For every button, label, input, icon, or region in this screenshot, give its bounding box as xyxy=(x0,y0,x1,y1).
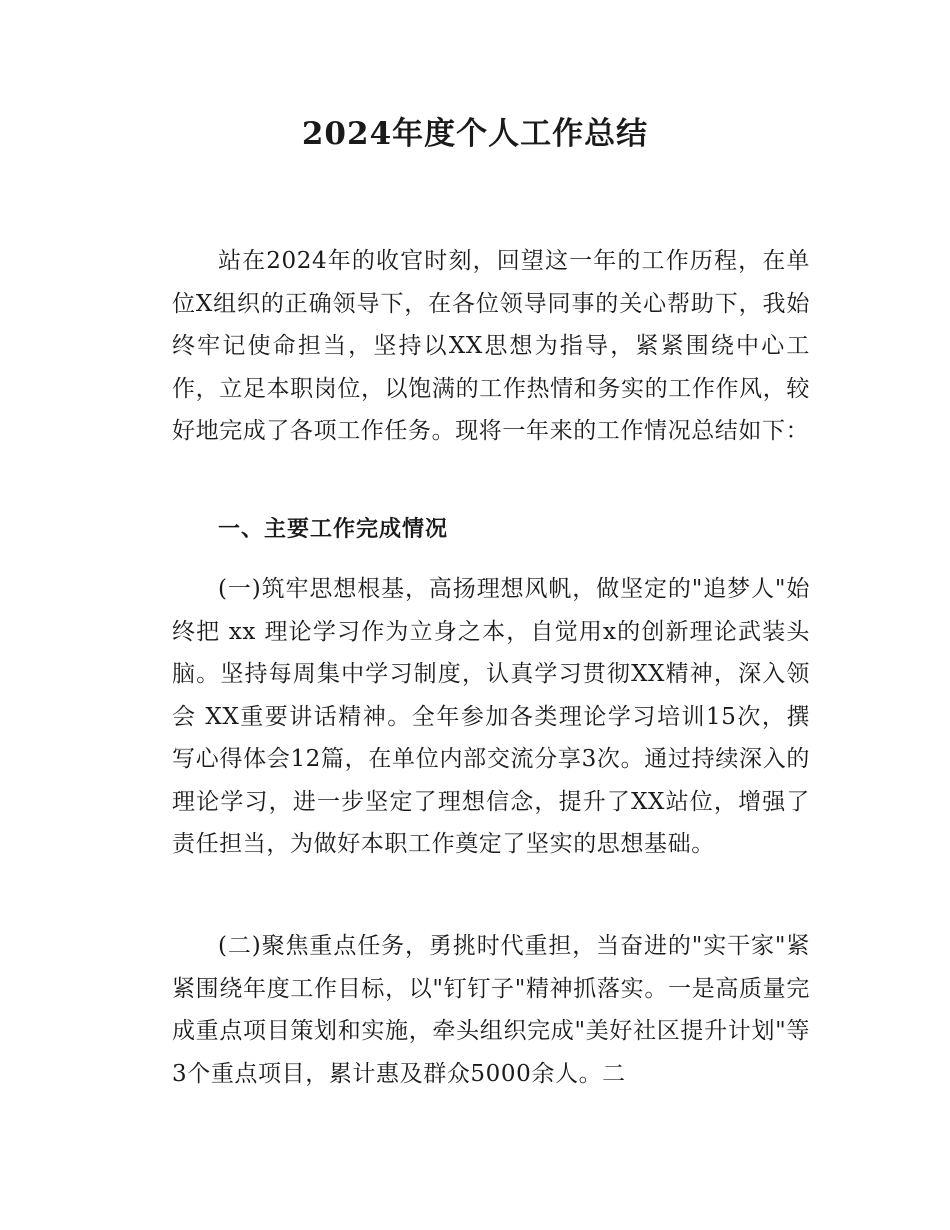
intro-paragraph: 站在2024年的收官时刻，回望这一年的工作历程，在单位X组织的正确领导下，在各位领导同事的关心帮助下，我始终牢记使命担当，坚持以XX思想为指导，紧紧围绕中心工作，立足本职岗位，以饱满的工作热情和务实的工作作风，较好地完成了各项工作任务。现将一年来的工作情况总结如下： xyxy=(172,248,810,444)
body-paragraph-2: (二)聚焦重点任务，勇挑时代重担，当奋进的"实干家"紧紧围绕年度工作目标，以"钉钉子"精神抓落实。一是高质量完成重点项目策划和实施，牵头组织完成"美好社区提升计划"等3个重点项目，累计惠及群众5000余人。二 xyxy=(172,933,810,1087)
document-title: 2024年度个人工作总结 xyxy=(301,116,649,152)
body-paragraph-1: (一)筑牢思想根基，高扬理想风帆，做坚定的"追梦人"始终把 xx 理论学习作为立身之本，自觉用x的创新理论武装头脑。坚持每周集中学习制度，认真学习贯彻XX精神，深入领会 XX重要讲话精神。全年参加各类理论学习培训15次，撰写心得体会12篇，在单位内部交流分享3次。通过持续深入的理论学习，进一步坚定了理想信念，提升了XX站位，增强了责任担当，为做好本职工作奠定了坚实的思想基础。 xyxy=(172,576,810,857)
section-heading: 一、主要工作完成情况 xyxy=(218,517,449,542)
